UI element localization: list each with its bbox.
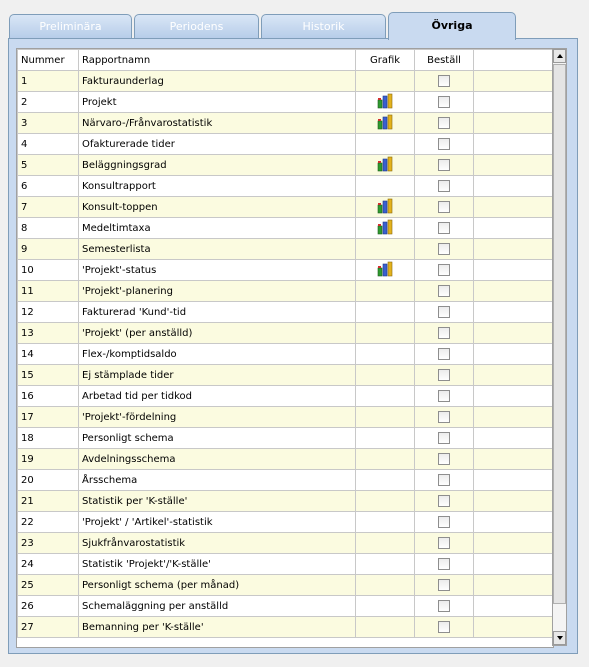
chart-cell <box>356 176 415 197</box>
order-checkbox[interactable] <box>438 201 450 213</box>
report-name[interactable]: Konsult-toppen <box>79 197 356 218</box>
table-row[interactable] <box>18 533 553 554</box>
table-row[interactable] <box>18 428 553 449</box>
empty-cell <box>474 323 553 344</box>
tab-ovriga[interactable]: Övriga <box>388 12 516 40</box>
chart-cell <box>356 428 415 449</box>
order-cell <box>415 323 474 344</box>
table-row[interactable] <box>18 239 553 260</box>
report-name[interactable]: Årsschema <box>79 470 356 491</box>
bar-chart-icon[interactable] <box>377 114 393 133</box>
order-cell <box>415 617 474 638</box>
report-name[interactable]: 'Projekt' / 'Artikel'-statistik <box>79 512 356 533</box>
table-header-row <box>18 50 553 71</box>
order-cell <box>415 386 474 407</box>
table-row[interactable] <box>18 575 553 596</box>
report-name[interactable]: 'Projekt'-status <box>79 260 356 281</box>
order-checkbox[interactable] <box>438 264 450 276</box>
table-body <box>18 71 553 638</box>
scroll-down-button[interactable] <box>553 631 566 645</box>
chart-cell <box>356 512 415 533</box>
row-number: 22 <box>18 512 79 533</box>
header-order[interactable]: Beställ <box>415 50 474 71</box>
order-cell <box>415 113 474 134</box>
order-cell <box>415 470 474 491</box>
table-row[interactable] <box>18 323 553 344</box>
bar-chart-icon[interactable] <box>377 261 393 280</box>
order-checkbox[interactable] <box>438 390 450 402</box>
chart-cell <box>356 281 415 302</box>
row-number: 6 <box>18 176 79 197</box>
row-number: 10 <box>18 260 79 281</box>
report-name[interactable]: Personligt schema (per månad) <box>79 575 356 596</box>
empty-cell <box>474 491 553 512</box>
tab-bar <box>0 0 589 40</box>
chart-cell <box>356 596 415 617</box>
order-cell <box>415 575 474 596</box>
order-checkbox[interactable] <box>438 474 450 486</box>
table-row[interactable] <box>18 281 553 302</box>
order-cell <box>415 218 474 239</box>
order-checkbox[interactable] <box>438 180 450 192</box>
empty-cell <box>474 197 553 218</box>
order-cell <box>415 344 474 365</box>
empty-cell <box>474 302 553 323</box>
chart-cell <box>356 134 415 155</box>
table-row[interactable] <box>18 617 553 638</box>
empty-cell <box>474 386 553 407</box>
order-checkbox[interactable] <box>438 495 450 507</box>
chart-cell <box>356 302 415 323</box>
table-row[interactable] <box>18 407 553 428</box>
order-checkbox[interactable] <box>438 348 450 360</box>
table-row[interactable] <box>18 386 553 407</box>
chart-cell <box>356 92 415 113</box>
report-name[interactable]: Beläggningsgrad <box>79 155 356 176</box>
order-cell <box>415 428 474 449</box>
empty-cell <box>474 113 553 134</box>
empty-cell <box>474 365 553 386</box>
row-number: 27 <box>18 617 79 638</box>
table-row[interactable] <box>18 155 553 176</box>
empty-cell <box>474 575 553 596</box>
row-number: 7 <box>18 197 79 218</box>
empty-cell <box>474 617 553 638</box>
bar-chart-icon[interactable] <box>377 93 393 112</box>
chart-cell <box>356 575 415 596</box>
chart-cell <box>356 197 415 218</box>
report-name[interactable]: 'Projekt'-planering <box>79 281 356 302</box>
report-name[interactable]: Projekt <box>79 92 356 113</box>
order-cell <box>415 155 474 176</box>
bar-chart-icon[interactable] <box>377 198 393 217</box>
row-number: 16 <box>18 386 79 407</box>
order-checkbox[interactable] <box>438 243 450 255</box>
scroll-up-button[interactable] <box>553 49 566 63</box>
table-row[interactable] <box>18 512 553 533</box>
chart-cell <box>356 617 415 638</box>
chart-cell <box>356 71 415 92</box>
table-row[interactable] <box>18 344 553 365</box>
table-row[interactable] <box>18 491 553 512</box>
chart-cell <box>356 323 415 344</box>
order-checkbox[interactable] <box>438 369 450 381</box>
row-number: 24 <box>18 554 79 575</box>
row-number: 3 <box>18 113 79 134</box>
row-number: 12 <box>18 302 79 323</box>
report-name[interactable]: Bemanning per 'K-ställe' <box>79 617 356 638</box>
header-empty <box>474 50 553 71</box>
order-checkbox[interactable] <box>438 138 450 150</box>
order-cell <box>415 449 474 470</box>
chart-cell <box>356 260 415 281</box>
order-checkbox[interactable] <box>438 117 450 129</box>
order-cell <box>415 491 474 512</box>
bar-chart-icon[interactable] <box>377 219 393 238</box>
order-cell <box>415 281 474 302</box>
table-row[interactable] <box>18 260 553 281</box>
order-checkbox[interactable] <box>438 600 450 612</box>
order-cell <box>415 197 474 218</box>
arrow-down-icon <box>557 636 563 640</box>
report-name[interactable]: Konsultrapport <box>79 176 356 197</box>
order-checkbox[interactable] <box>438 558 450 570</box>
row-number: 4 <box>18 134 79 155</box>
report-name[interactable]: Fakturerad 'Kund'-tid <box>79 302 356 323</box>
order-checkbox[interactable] <box>438 75 450 87</box>
report-name[interactable]: Sjukfrånvarostatistik <box>79 533 356 554</box>
chart-cell <box>356 449 415 470</box>
empty-cell <box>474 407 553 428</box>
report-name[interactable]: Flex-/komptidsaldo <box>79 344 356 365</box>
table-row[interactable] <box>18 92 553 113</box>
row-number: 21 <box>18 491 79 512</box>
order-cell <box>415 407 474 428</box>
order-cell <box>415 596 474 617</box>
report-name[interactable]: Arbetad tid per tidkod <box>79 386 356 407</box>
tab-historik[interactable]: Historik <box>261 14 386 38</box>
row-number: 20 <box>18 470 79 491</box>
chart-cell <box>356 554 415 575</box>
row-number: 23 <box>18 533 79 554</box>
report-name[interactable]: Statistik per 'K-ställe' <box>79 491 356 512</box>
tab-preliminara[interactable]: Preliminära <box>9 14 132 38</box>
empty-cell <box>474 281 553 302</box>
empty-cell <box>474 71 553 92</box>
empty-cell <box>474 92 553 113</box>
report-name[interactable]: Avdelningsschema <box>79 449 356 470</box>
order-checkbox[interactable] <box>438 537 450 549</box>
order-checkbox[interactable] <box>438 96 450 108</box>
order-cell <box>415 92 474 113</box>
arrow-up-icon <box>557 54 563 58</box>
order-cell <box>415 134 474 155</box>
order-checkbox[interactable] <box>438 621 450 633</box>
vertical-scrollbar[interactable] <box>552 48 567 646</box>
header-chart[interactable]: Grafik <box>356 50 415 71</box>
chart-cell <box>356 113 415 134</box>
chart-cell <box>356 155 415 176</box>
empty-cell <box>474 260 553 281</box>
chart-cell <box>356 470 415 491</box>
row-number: 2 <box>18 92 79 113</box>
report-name[interactable]: Personligt schema <box>79 428 356 449</box>
empty-cell <box>474 134 553 155</box>
empty-cell <box>474 470 553 491</box>
row-number: 13 <box>18 323 79 344</box>
table-row[interactable] <box>18 449 553 470</box>
order-checkbox[interactable] <box>438 222 450 234</box>
row-number: 25 <box>18 575 79 596</box>
order-cell <box>415 260 474 281</box>
chart-cell <box>356 344 415 365</box>
order-checkbox[interactable] <box>438 411 450 423</box>
empty-cell <box>474 554 553 575</box>
empty-cell <box>474 596 553 617</box>
report-name[interactable]: Statistik 'Projekt'/'K-ställe' <box>79 554 356 575</box>
order-checkbox[interactable] <box>438 327 450 339</box>
table-row[interactable] <box>18 176 553 197</box>
tab-periodens[interactable]: Periodens <box>134 14 259 38</box>
table-row[interactable] <box>18 197 553 218</box>
order-cell <box>415 176 474 197</box>
table-row[interactable] <box>18 134 553 155</box>
report-name[interactable]: Fakturaunderlag <box>79 71 356 92</box>
chart-cell <box>356 239 415 260</box>
order-checkbox[interactable] <box>438 159 450 171</box>
row-number: 26 <box>18 596 79 617</box>
reports-table <box>17 49 553 638</box>
order-cell <box>415 302 474 323</box>
chart-cell <box>356 365 415 386</box>
row-number: 19 <box>18 449 79 470</box>
report-name[interactable]: Ofakturerade tider <box>79 134 356 155</box>
scrollbar-thumb[interactable] <box>553 64 566 604</box>
row-number: 9 <box>18 239 79 260</box>
report-name[interactable]: 'Projekt'-fördelning <box>79 407 356 428</box>
table-row[interactable] <box>18 113 553 134</box>
row-number: 17 <box>18 407 79 428</box>
empty-cell <box>474 176 553 197</box>
order-checkbox[interactable] <box>438 285 450 297</box>
order-cell <box>415 554 474 575</box>
row-number: 1 <box>18 71 79 92</box>
header-number[interactable]: Nummer <box>18 50 79 71</box>
row-number: 5 <box>18 155 79 176</box>
header-name[interactable]: Rapportnamn <box>79 50 356 71</box>
report-name[interactable]: 'Projekt' (per anställd) <box>79 323 356 344</box>
chart-cell <box>356 218 415 239</box>
table-row[interactable] <box>18 365 553 386</box>
row-number: 18 <box>18 428 79 449</box>
chart-cell <box>356 386 415 407</box>
order-cell <box>415 512 474 533</box>
order-cell <box>415 239 474 260</box>
table-row[interactable] <box>18 218 553 239</box>
order-cell <box>415 365 474 386</box>
row-number: 14 <box>18 344 79 365</box>
report-name[interactable]: Medeltimtaxa <box>79 218 356 239</box>
row-number: 11 <box>18 281 79 302</box>
report-name[interactable]: Närvaro-/Frånvarostatistik <box>79 113 356 134</box>
table-row[interactable] <box>18 71 553 92</box>
order-checkbox[interactable] <box>438 579 450 591</box>
report-name[interactable]: Ej stämplade tider <box>79 365 356 386</box>
chart-cell <box>356 533 415 554</box>
empty-cell <box>474 344 553 365</box>
report-name[interactable]: Schemaläggning per anställd <box>79 596 356 617</box>
order-cell <box>415 71 474 92</box>
reports-grid <box>16 48 554 648</box>
empty-cell <box>474 155 553 176</box>
empty-cell <box>474 533 553 554</box>
order-cell <box>415 533 474 554</box>
order-checkbox[interactable] <box>438 306 450 318</box>
row-number: 15 <box>18 365 79 386</box>
table-row[interactable] <box>18 554 553 575</box>
order-checkbox[interactable] <box>438 432 450 444</box>
empty-cell <box>474 449 553 470</box>
order-checkbox[interactable] <box>438 453 450 465</box>
bar-chart-icon[interactable] <box>377 156 393 175</box>
report-name[interactable]: Semesterlista <box>79 239 356 260</box>
empty-cell <box>474 239 553 260</box>
chart-cell <box>356 491 415 512</box>
table-row[interactable] <box>18 302 553 323</box>
row-number: 8 <box>18 218 79 239</box>
empty-cell <box>474 428 553 449</box>
table-row[interactable] <box>18 470 553 491</box>
order-checkbox[interactable] <box>438 516 450 528</box>
empty-cell <box>474 218 553 239</box>
empty-cell <box>474 512 553 533</box>
chart-cell <box>356 407 415 428</box>
table-row[interactable] <box>18 596 553 617</box>
